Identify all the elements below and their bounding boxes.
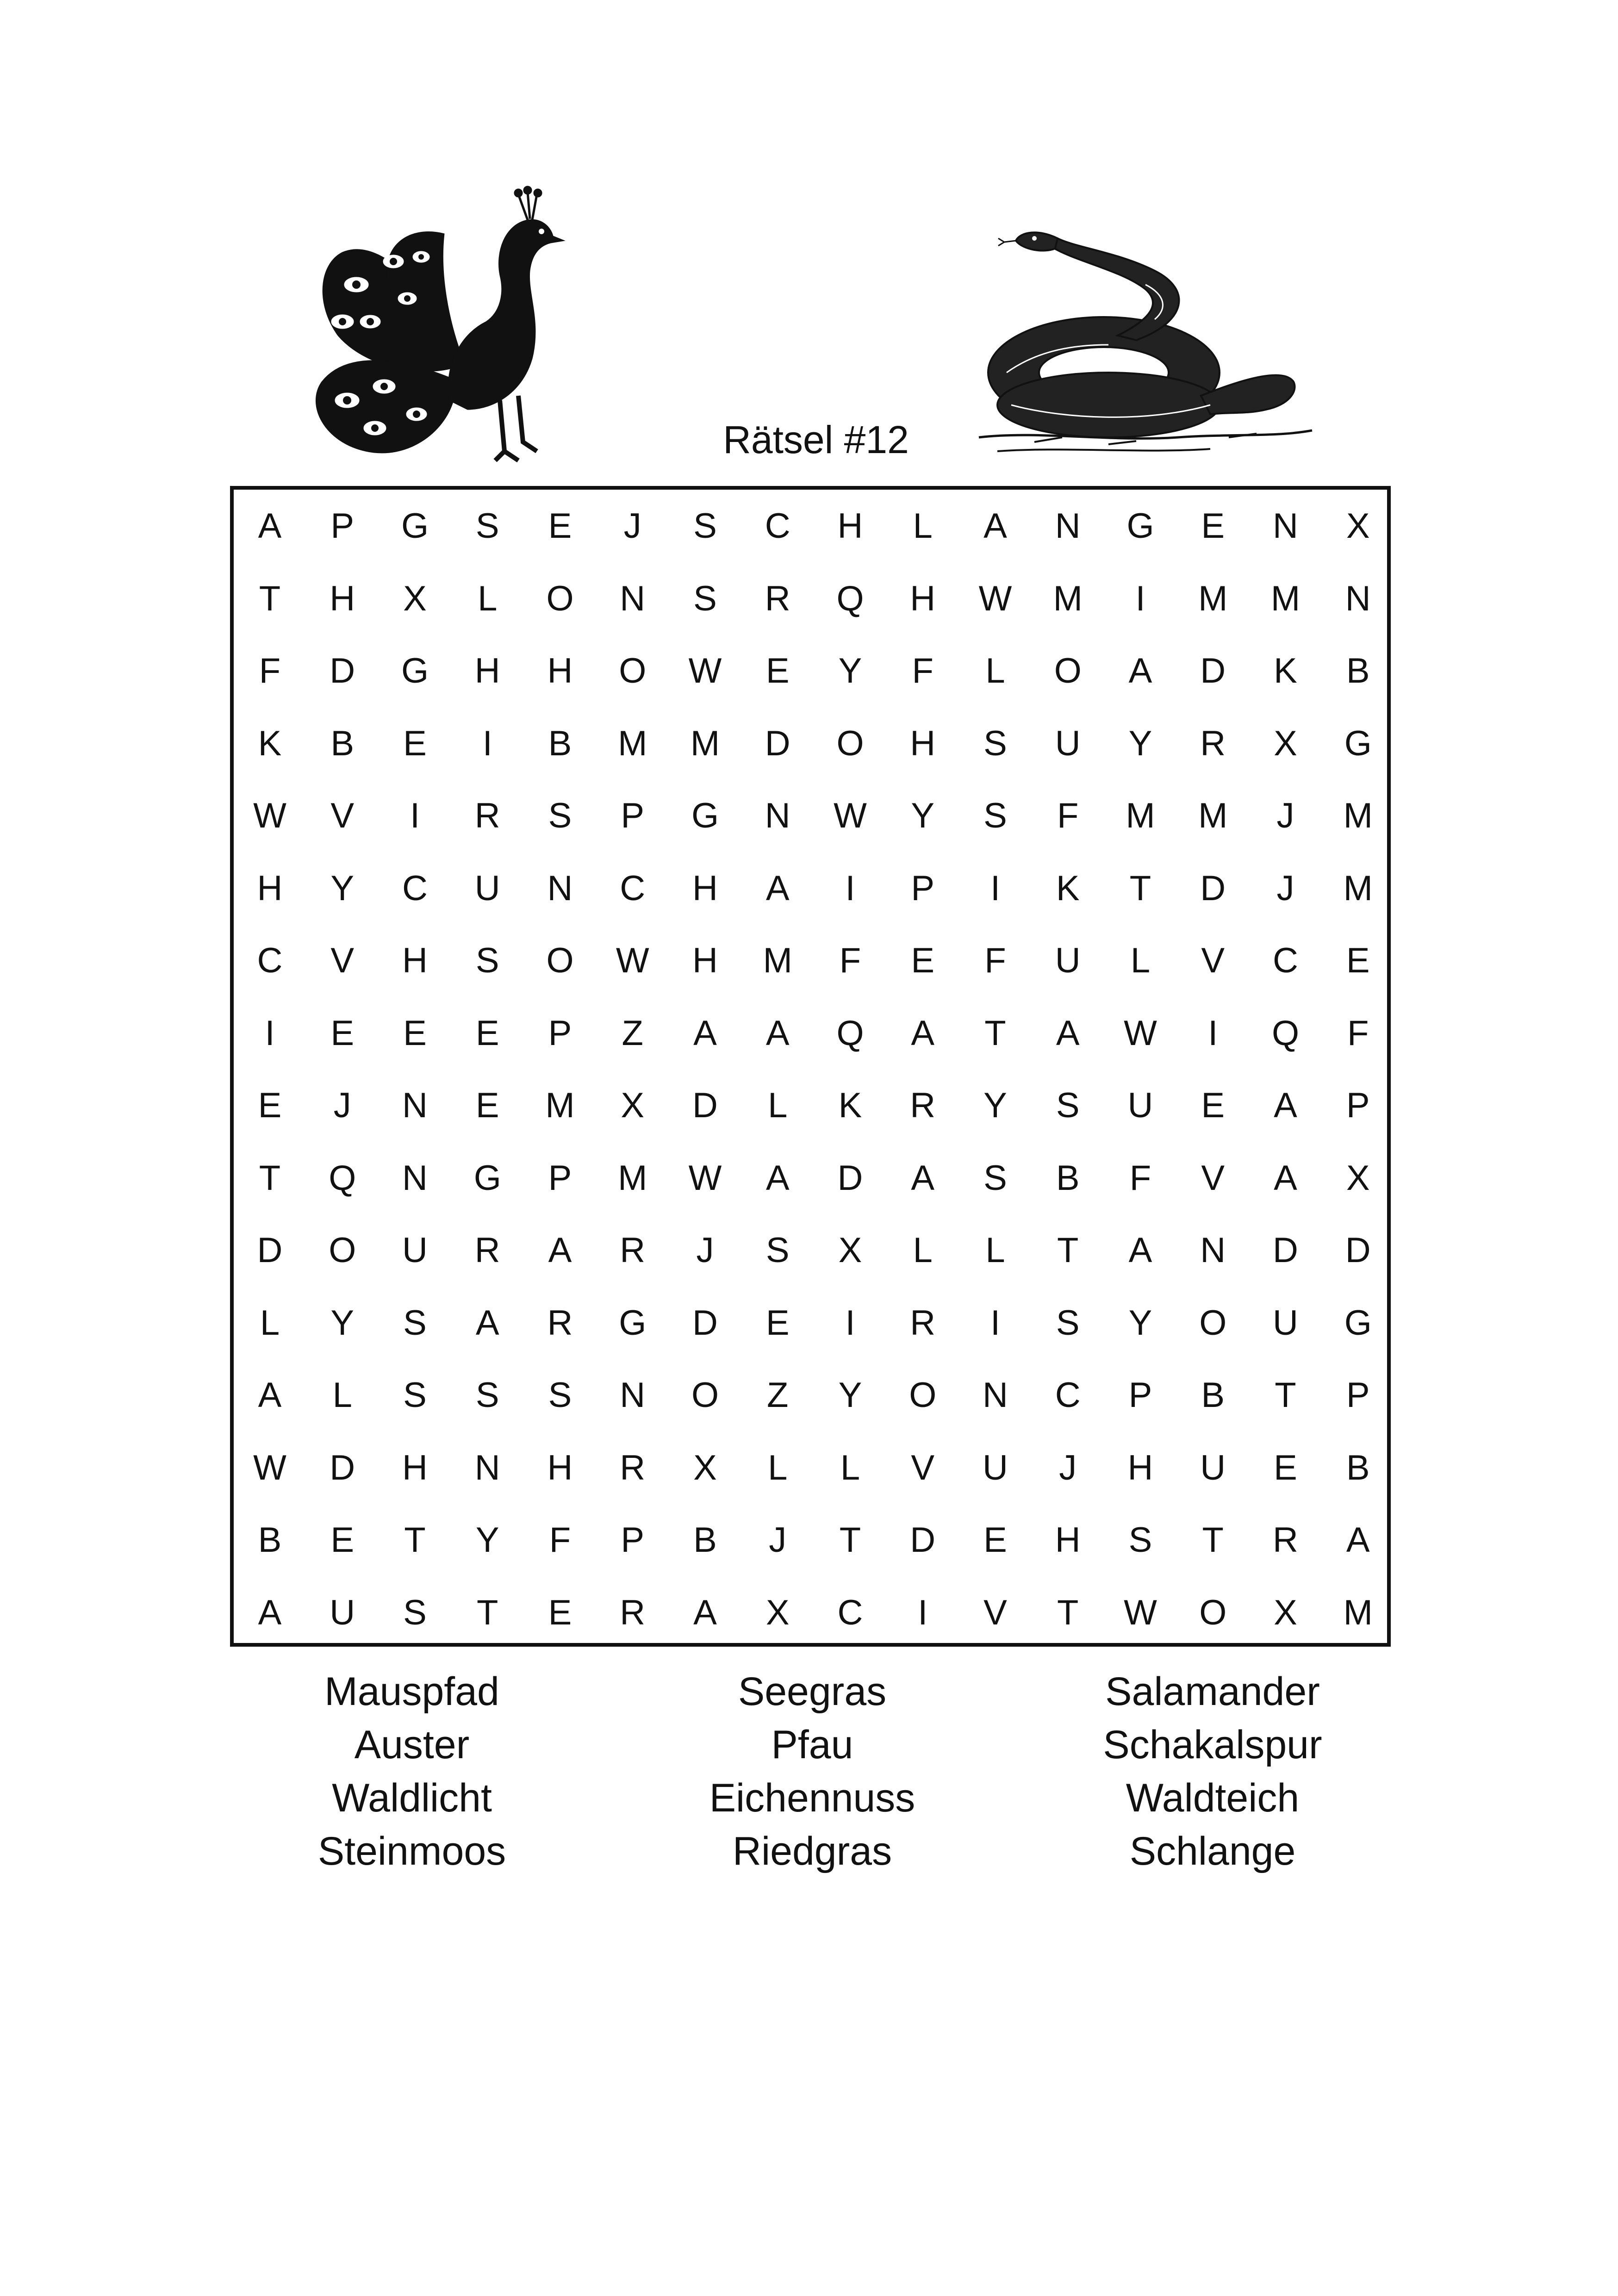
word-list-column-3 bbox=[1051, 1665, 1375, 1878]
grid-cell: X bbox=[765, 1593, 790, 1632]
grid-cell: R bbox=[474, 796, 500, 835]
grid-cell: M bbox=[1053, 579, 1083, 618]
grid-cell: O bbox=[836, 723, 864, 763]
grid-cell: P bbox=[621, 796, 645, 835]
grid-cell: N bbox=[402, 1086, 428, 1125]
grid-cell: P bbox=[548, 1013, 572, 1053]
grid-cell: S bbox=[475, 506, 499, 546]
grid-cell: M bbox=[1343, 1593, 1373, 1632]
grid-cell: A bbox=[1346, 1520, 1370, 1560]
grid-cell: R bbox=[474, 1231, 500, 1270]
grid-cell: G bbox=[619, 1303, 647, 1343]
grid-cell: H bbox=[1127, 1448, 1153, 1487]
grid-cell: W bbox=[253, 1448, 286, 1487]
grid-cell: L bbox=[985, 651, 1005, 691]
grid-cell: R bbox=[765, 579, 790, 618]
grid-cell: S bbox=[548, 796, 572, 835]
grid-cell: F bbox=[912, 651, 933, 691]
grid-cell: V bbox=[911, 1448, 935, 1487]
grid-cell: F bbox=[1129, 1158, 1151, 1198]
grid-cell: O bbox=[1054, 651, 1082, 691]
grid-cell: M bbox=[1343, 868, 1373, 908]
grid-cell: H bbox=[474, 651, 500, 691]
grid-cell: A bbox=[1274, 1158, 1297, 1198]
grid-cell: L bbox=[985, 1231, 1005, 1270]
grid-cell: D bbox=[1273, 1231, 1298, 1270]
grid-cell: O bbox=[546, 579, 574, 618]
grid-cell: F bbox=[549, 1520, 571, 1560]
grid-cell: S bbox=[1128, 1520, 1152, 1560]
grid-cell: G bbox=[1344, 723, 1372, 763]
grid-cell: O bbox=[619, 651, 647, 691]
grid-cell: U bbox=[1055, 941, 1081, 980]
grid-cell: H bbox=[402, 1448, 428, 1487]
grid-cell: R bbox=[547, 1303, 573, 1343]
grid-cell: H bbox=[910, 723, 936, 763]
grid-cell: J bbox=[1059, 1448, 1077, 1487]
grid-cell: T bbox=[1057, 1231, 1079, 1270]
grid-cell: K bbox=[1274, 651, 1297, 691]
grid-cell: L bbox=[840, 1448, 860, 1487]
grid-cell: S bbox=[403, 1375, 427, 1415]
word-list-item: Riedgras bbox=[732, 1829, 892, 1873]
grid-cell: E bbox=[475, 1013, 499, 1053]
grid-cell: A bbox=[1056, 1013, 1080, 1053]
grid-cell: T bbox=[1129, 868, 1151, 908]
grid-cell: W bbox=[978, 579, 1012, 618]
grid-cell: I bbox=[410, 796, 420, 835]
grid-cell: E bbox=[403, 723, 427, 763]
grid-cell: D bbox=[837, 1158, 863, 1198]
grid-cell: E bbox=[330, 1520, 355, 1560]
grid-cell: N bbox=[474, 1448, 500, 1487]
word-list-item: Salamander bbox=[1105, 1669, 1320, 1714]
grid-cell: O bbox=[909, 1375, 937, 1415]
grid-cell: U bbox=[402, 1231, 428, 1270]
grid-cell: R bbox=[1273, 1520, 1298, 1560]
grid-cell: S bbox=[403, 1303, 427, 1343]
grid-cell: E bbox=[548, 1593, 572, 1632]
grid-cell: A bbox=[765, 1158, 790, 1198]
grid-cell: H bbox=[837, 506, 863, 546]
grid-cell: D bbox=[765, 723, 790, 763]
grid-cell: Q bbox=[329, 1158, 356, 1198]
grid-cell: O bbox=[546, 941, 574, 980]
grid-cell: L bbox=[913, 506, 933, 546]
grid-cell: N bbox=[1345, 579, 1371, 618]
grid-cell: J bbox=[696, 1231, 714, 1270]
grid-cell: H bbox=[402, 941, 428, 980]
word-list-item: Waldteich bbox=[1126, 1776, 1300, 1820]
grid-cell: W bbox=[1124, 1013, 1157, 1053]
grid-cell: S bbox=[693, 506, 717, 546]
grid-cell: P bbox=[548, 1158, 572, 1198]
grid-cell: E bbox=[765, 651, 790, 691]
grid-cell: B bbox=[1201, 1375, 1225, 1415]
word-list-item: Eichennuss bbox=[709, 1776, 915, 1820]
grid-cell: E bbox=[330, 1013, 355, 1053]
grid-cell: E bbox=[475, 1086, 499, 1125]
grid-cell: V bbox=[330, 941, 355, 980]
grid-cell: U bbox=[983, 1448, 1008, 1487]
grid-cell: Y bbox=[330, 868, 355, 908]
grid-cell: R bbox=[910, 1086, 936, 1125]
grid-cell: G bbox=[401, 506, 429, 546]
grid-cell: N bbox=[547, 868, 573, 908]
grid-cell: E bbox=[765, 1303, 790, 1343]
word-list-item: Waldlicht bbox=[332, 1776, 492, 1820]
grid-cell: P bbox=[911, 868, 935, 908]
grid-cell: A bbox=[911, 1158, 935, 1198]
grid-cell: K bbox=[838, 1086, 862, 1125]
grid-cell: B bbox=[1346, 651, 1370, 691]
grid-cell: I bbox=[1135, 579, 1145, 618]
letter-grid bbox=[230, 486, 1391, 1647]
grid-cell: I bbox=[990, 868, 1001, 908]
grid-cell: S bbox=[983, 723, 1007, 763]
grid-cell: X bbox=[1274, 723, 1297, 763]
grid-cell: D bbox=[257, 1231, 283, 1270]
grid-cell: N bbox=[1200, 1231, 1226, 1270]
grid-cell: M bbox=[1270, 579, 1301, 618]
grid-cell: O bbox=[1199, 1303, 1227, 1343]
grid-cell: T bbox=[404, 1520, 426, 1560]
word-list-item: Auster bbox=[354, 1723, 470, 1767]
grid-cell: X bbox=[1346, 506, 1370, 546]
grid-cell: E bbox=[983, 1520, 1007, 1560]
grid-cell: Q bbox=[1271, 1013, 1300, 1053]
grid-cell: S bbox=[475, 941, 499, 980]
grid-cell: H bbox=[692, 941, 718, 980]
snake-illustration bbox=[970, 220, 1321, 470]
grid-cell: H bbox=[330, 579, 355, 618]
grid-cell: B bbox=[1346, 1448, 1370, 1487]
grid-cell: M bbox=[545, 1086, 575, 1125]
grid-cell: M bbox=[1343, 796, 1373, 835]
grid-cell: L bbox=[478, 579, 498, 618]
grid-cell: F bbox=[1347, 1013, 1369, 1053]
grid-cell: Y bbox=[1128, 1303, 1152, 1343]
grid-cell: J bbox=[769, 1520, 787, 1560]
grid-cell: V bbox=[330, 796, 355, 835]
grid-cell: O bbox=[329, 1231, 356, 1270]
grid-cell: E bbox=[911, 941, 935, 980]
grid-cell: X bbox=[621, 1086, 645, 1125]
grid-cell: D bbox=[1200, 651, 1226, 691]
grid-cell: G bbox=[473, 1158, 501, 1198]
grid-cell: R bbox=[620, 1448, 646, 1487]
grid-cell: L bbox=[1130, 941, 1151, 980]
grid-cell: B bbox=[258, 1520, 282, 1560]
grid-cell: P bbox=[1346, 1086, 1370, 1125]
grid-cell: G bbox=[401, 651, 429, 691]
word-list-item: Mauspfad bbox=[324, 1669, 499, 1714]
grid-cell: C bbox=[837, 1593, 863, 1632]
grid-cell: F bbox=[1057, 796, 1079, 835]
grid-cell: N bbox=[765, 796, 790, 835]
grid-cell: I bbox=[1208, 1013, 1218, 1053]
grid-cell: B bbox=[330, 723, 355, 763]
grid-cell: Z bbox=[622, 1013, 643, 1053]
grid-cell: E bbox=[403, 1013, 427, 1053]
grid-cell: D bbox=[692, 1086, 718, 1125]
grid-cell: M bbox=[618, 1158, 647, 1198]
grid-cell: S bbox=[693, 579, 717, 618]
grid-cell: D bbox=[910, 1520, 936, 1560]
grid-cell: X bbox=[403, 579, 427, 618]
grid-cell: A bbox=[258, 1375, 282, 1415]
grid-cell: Q bbox=[836, 1013, 864, 1053]
grid-cell: R bbox=[1200, 723, 1226, 763]
grid-cell: H bbox=[1055, 1520, 1081, 1560]
grid-cell: S bbox=[1056, 1086, 1080, 1125]
grid-cell: Y bbox=[475, 1520, 499, 1560]
grid-cell: B bbox=[548, 723, 572, 763]
grid-cell: A bbox=[548, 1231, 572, 1270]
grid-cell: W bbox=[834, 796, 867, 835]
puzzle-title: Rätsel #12 bbox=[723, 418, 909, 461]
grid-cell: F bbox=[984, 941, 1006, 980]
grid-cell: A bbox=[765, 1013, 790, 1053]
grid-cell: R bbox=[620, 1231, 646, 1270]
grid-cell: W bbox=[1124, 1593, 1157, 1632]
grid-cell: I bbox=[845, 1303, 855, 1343]
grid-cell: T bbox=[839, 1520, 861, 1560]
grid-cell: J bbox=[333, 1086, 351, 1125]
grid-cell: K bbox=[258, 723, 282, 763]
grid-cell: A bbox=[765, 868, 790, 908]
grid-cell: T bbox=[259, 1158, 281, 1198]
grid-cell: I bbox=[265, 1013, 275, 1053]
word-list-column-1 bbox=[250, 1665, 574, 1878]
grid-cell: X bbox=[1346, 1158, 1370, 1198]
grid-cell: C bbox=[1273, 941, 1298, 980]
grid-cell: Y bbox=[983, 1086, 1007, 1125]
grid-cell: I bbox=[482, 723, 492, 763]
grid-cell: O bbox=[691, 1375, 719, 1415]
grid-cell: L bbox=[332, 1375, 352, 1415]
grid-cell: T bbox=[1202, 1520, 1224, 1560]
grid-cell: P bbox=[330, 506, 355, 546]
grid-cell: H bbox=[692, 868, 718, 908]
grid-cell: U bbox=[330, 1593, 355, 1632]
grid-cell: M bbox=[1198, 796, 1228, 835]
grid-cell: S bbox=[1056, 1303, 1080, 1343]
grid-cell: N bbox=[983, 1375, 1008, 1415]
grid-cell: E bbox=[1346, 941, 1370, 980]
word-list-column-2 bbox=[650, 1665, 974, 1878]
grid-cell: N bbox=[620, 579, 646, 618]
grid-cell: N bbox=[620, 1375, 646, 1415]
grid-cell: A bbox=[911, 1013, 935, 1053]
grid-cell: U bbox=[1127, 1086, 1153, 1125]
grid-cell: T bbox=[1057, 1593, 1079, 1632]
grid-cell: H bbox=[547, 651, 573, 691]
word-list-item: Seegras bbox=[738, 1669, 887, 1714]
grid-cell: T bbox=[259, 579, 281, 618]
grid-cell: J bbox=[1276, 796, 1294, 835]
grid-cell: C bbox=[257, 941, 283, 980]
grid-cell: I bbox=[990, 1303, 1001, 1343]
grid-cell: I bbox=[845, 868, 855, 908]
grid-cell: J bbox=[623, 506, 641, 546]
grid-cell: P bbox=[1346, 1375, 1370, 1415]
grid-cell: L bbox=[260, 1303, 280, 1343]
grid-cell: S bbox=[765, 1231, 790, 1270]
grid-cell: D bbox=[330, 651, 355, 691]
grid-cell: G bbox=[1344, 1303, 1372, 1343]
grid-cell: N bbox=[1055, 506, 1081, 546]
grid-cell: D bbox=[1200, 868, 1226, 908]
word-list-item: Pfau bbox=[771, 1723, 853, 1767]
grid-cell: M bbox=[763, 941, 792, 980]
grid-cell: A bbox=[693, 1593, 717, 1632]
grid-cell: X bbox=[693, 1448, 717, 1487]
grid-cell: A bbox=[983, 506, 1007, 546]
grid-cell: W bbox=[253, 796, 286, 835]
grid-cell: D bbox=[692, 1303, 718, 1343]
grid-cell: W bbox=[688, 651, 722, 691]
grid-cell: E bbox=[1201, 1086, 1225, 1125]
grid-cell: T bbox=[1275, 1375, 1296, 1415]
grid-cell: S bbox=[983, 1158, 1007, 1198]
grid-cell: N bbox=[1273, 506, 1298, 546]
grid-cell: C bbox=[620, 868, 646, 908]
grid-cell: J bbox=[1276, 868, 1294, 908]
grid-cell: M bbox=[618, 723, 647, 763]
grid-cell: V bbox=[1201, 1158, 1225, 1198]
grid-cell: L bbox=[913, 1231, 933, 1270]
grid-cell: E bbox=[548, 506, 572, 546]
word-list-item: Steinmoos bbox=[317, 1829, 506, 1873]
grid-cell: S bbox=[983, 796, 1007, 835]
grid-cell: Y bbox=[838, 1375, 862, 1415]
word-list-item: Schakalspur bbox=[1103, 1723, 1322, 1767]
grid-cell: P bbox=[1128, 1375, 1152, 1415]
grid-cell: M bbox=[690, 723, 720, 763]
grid-cell: U bbox=[1273, 1303, 1298, 1343]
grid-cell: V bbox=[1201, 941, 1225, 980]
grid-cell: E bbox=[1201, 506, 1225, 546]
grid-cell: S bbox=[403, 1593, 427, 1632]
grid-cell: C bbox=[1055, 1375, 1081, 1415]
peacock-illustration bbox=[301, 183, 574, 470]
grid-cell: E bbox=[1274, 1448, 1297, 1487]
grid-cell: C bbox=[402, 868, 428, 908]
grid-cell: T bbox=[477, 1593, 498, 1632]
grid-cell: V bbox=[983, 1593, 1007, 1632]
grid-cell: F bbox=[839, 941, 861, 980]
grid-cell: M bbox=[1198, 579, 1228, 618]
grid-cell: F bbox=[259, 651, 281, 691]
word-list-item: Schlange bbox=[1129, 1829, 1296, 1873]
grid-cell: A bbox=[258, 1593, 282, 1632]
grid-cell: Z bbox=[767, 1375, 789, 1415]
grid-cell: A bbox=[258, 506, 282, 546]
grid-cell: A bbox=[1274, 1086, 1297, 1125]
grid-cell: H bbox=[910, 579, 936, 618]
grid-cell: N bbox=[402, 1158, 428, 1198]
grid-cell: W bbox=[616, 941, 649, 980]
peacock-body bbox=[448, 219, 565, 410]
grid-cell: L bbox=[768, 1086, 788, 1125]
grid-cell: O bbox=[1199, 1593, 1227, 1632]
grid-cell: K bbox=[1056, 868, 1080, 908]
grid-cell: L bbox=[768, 1448, 788, 1487]
grid-cell: X bbox=[1274, 1593, 1297, 1632]
grid-cell: B bbox=[1056, 1158, 1080, 1198]
grid-cell: H bbox=[547, 1448, 573, 1487]
grid-cell: C bbox=[765, 506, 790, 546]
grid-cell: I bbox=[918, 1593, 928, 1632]
grid-cell: U bbox=[474, 868, 500, 908]
grid-cell: H bbox=[257, 868, 283, 908]
grid-cell: A bbox=[475, 1303, 499, 1343]
grid-cell: Y bbox=[1128, 723, 1152, 763]
grid-cell: W bbox=[688, 1158, 722, 1198]
grid-cell: U bbox=[1200, 1448, 1226, 1487]
grid-cell: U bbox=[1055, 723, 1081, 763]
grid-cell: Y bbox=[838, 651, 862, 691]
grid-cell: S bbox=[548, 1375, 572, 1415]
grid-cell: Y bbox=[330, 1303, 355, 1343]
grid-cell: D bbox=[330, 1448, 355, 1487]
grid-cell: G bbox=[1126, 506, 1154, 546]
grid-cell: M bbox=[1126, 796, 1155, 835]
grid-cell: A bbox=[693, 1013, 717, 1053]
grid-cell: R bbox=[910, 1303, 936, 1343]
grid-cell: X bbox=[838, 1231, 862, 1270]
grid-cell: R bbox=[620, 1593, 646, 1632]
grid-cell: S bbox=[475, 1375, 499, 1415]
grid-cell: E bbox=[258, 1086, 282, 1125]
grid-cell: Y bbox=[911, 796, 935, 835]
grid-cell: G bbox=[691, 796, 719, 835]
grid-cell: D bbox=[1345, 1231, 1371, 1270]
grid-cell: P bbox=[621, 1520, 645, 1560]
grid-cell: T bbox=[984, 1013, 1006, 1053]
grid-cell: A bbox=[1128, 1231, 1152, 1270]
grid-cell: A bbox=[1128, 651, 1152, 691]
grid-cell: B bbox=[693, 1520, 717, 1560]
grid-cell: Q bbox=[836, 579, 864, 618]
